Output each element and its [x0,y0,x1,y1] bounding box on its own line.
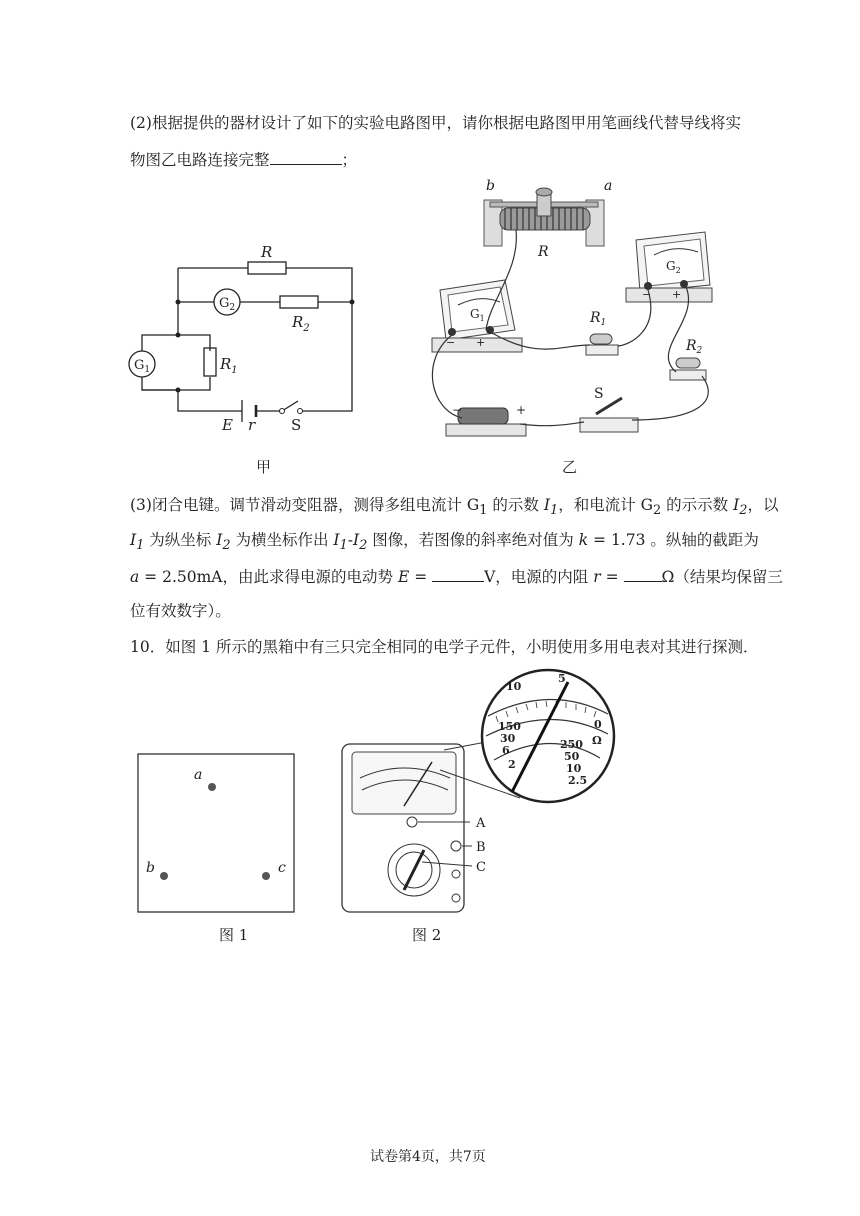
label-box-c: c [278,860,286,876]
svg-text:+: + [516,403,527,417]
label-R-physical: R [538,244,549,260]
caption-yi: 乙 [562,458,578,476]
q9-part2-line2-text: 物图乙电路连接完整 [130,151,270,169]
label-G2: $G_2$ [219,296,236,313]
circuit-diagram-jia [129,262,352,422]
ohm-adjust-knob-B [451,841,461,851]
resistor-R2 [280,296,318,308]
svg-text:Ω: Ω [592,734,602,747]
label-R2-physical: $R_2$ [686,338,703,356]
apparatus-yi [432,178,712,436]
label-R1: $R_1$ [220,355,238,376]
label-G1: $G_1$ [134,358,151,375]
q9-part2-line1: (2)根据提供的器材设计了如下的实验电路图甲，请你根据电路图甲用笔画线代替导线将实 [130,114,741,132]
q9-part3-line3: a = 2.50mA，由此求得电源的电动势 E = V，电源的内阻 r = Ω（结果均保留三 [130,565,783,588]
svg-text:2.5: 2.5 [568,774,588,787]
resistor-R1 [204,348,216,376]
label-a: a [604,178,613,194]
zero-adjust-knob-A [407,817,417,827]
svg-text:+: + [672,288,682,301]
resistor-R1-physical [586,334,618,355]
svg-text:50: 50 [564,750,580,763]
resistor-R [248,262,286,274]
label-meter-C: C [476,860,486,875]
label-meter-B: B [476,840,486,855]
multimeter-figure2 [342,670,614,912]
label-R1-physical: $R_1$ [590,310,607,328]
label-G2-physical: $G_2$ [666,259,681,275]
q9-part3-line4: 位有效数字）。 [130,602,231,620]
label-S: S [291,416,302,434]
svg-text:0: 0 [594,718,602,731]
label-box-a: a [194,767,203,783]
label-R: R [261,243,273,261]
q9-part3-line1: (3)闭合电键。调节滑动变阻器，测得多组电流计 $G_1$ 的示数 $I_1$，和电流计 $G_2$ 的示示数 $I_2$，以 [130,496,779,519]
circuit-nodes [176,300,355,414]
q9-part2-line2-end: ； [341,151,358,169]
terminal-b [160,872,168,880]
caption-jia: 甲 [256,458,272,476]
answer-blank-emf[interactable] [432,565,484,582]
circuit-labels [134,243,310,434]
svg-text:−: − [446,336,456,349]
svg-text:−: − [452,403,463,417]
terminal-c [262,872,270,880]
answer-blank-resistance[interactable] [624,565,662,582]
label-R2: $R_2$ [292,313,310,334]
label-r: r [248,416,256,434]
label-b: b [486,178,495,194]
label-S-physical: S [594,386,604,402]
svg-text:−: − [642,288,652,301]
q10-line1: 10．如图 1 所示的黑箱中有三只完全相同的电学子元件，小明使用多用电表对其进行探测． [130,638,759,656]
black-box-figure1 [138,754,294,912]
label-G1-physical: $G_1$ [470,307,485,323]
svg-text:+: + [476,336,486,349]
svg-text:30: 30 [500,732,516,745]
label-meter-A: A [476,816,486,831]
page-footer: 试卷第4页，共7页 [370,1149,486,1165]
svg-text:5: 5 [558,672,566,685]
caption-fig2: 图 2 [412,926,442,944]
resistor-R2-physical [670,358,706,380]
label-box-b: b [146,860,155,876]
rheostat [484,188,604,246]
terminal-a [208,783,216,791]
svg-text:10: 10 [506,680,522,693]
svg-text:6: 6 [502,744,510,757]
label-E: E [222,416,233,434]
caption-fig1: 图 1 [219,926,249,944]
svg-text:150: 150 [498,720,521,733]
svg-text:10: 10 [566,762,582,775]
q9-part3-line2: $I_1$ 为纵坐标 $I_2$ 为横坐标作出 $I_1-I_2$ 图像，若图像的斜率绝对值为 k = 1.73 。纵轴的截距为 [130,531,759,554]
svg-text:2: 2 [508,758,516,771]
svg-text:250: 250 [560,738,583,751]
switch-physical [580,398,638,432]
